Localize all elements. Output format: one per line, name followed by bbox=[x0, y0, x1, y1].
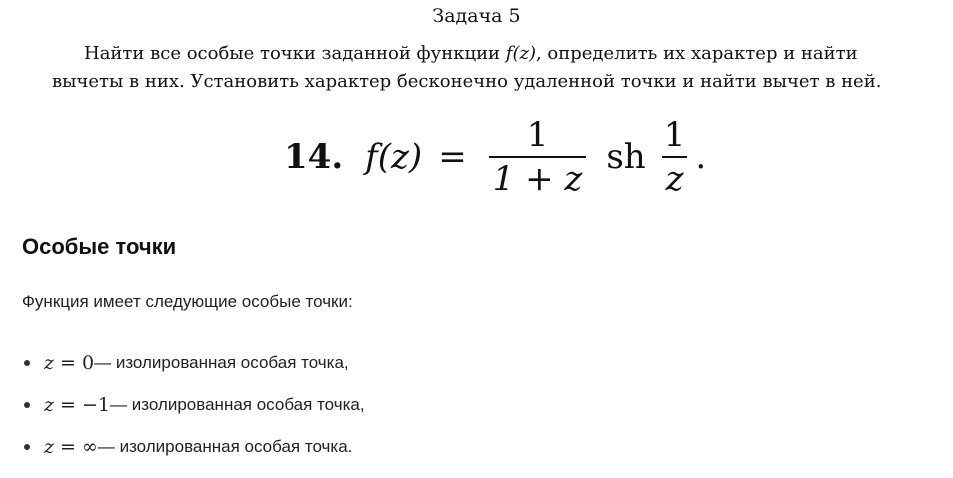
point-description: — изолированная особая точка. bbox=[97, 437, 353, 456]
problem-text-part-2: , определить их характер и найти вычеты в них. Установить характер бесконечно удаленной точки и найти вычет в ней. bbox=[52, 43, 882, 92]
formula-equals: = bbox=[438, 137, 467, 177]
function-formula bbox=[284, 112, 706, 202]
singular-points-list bbox=[22, 342, 365, 468]
hyperbolic-sine: sh bbox=[606, 137, 646, 177]
list-item bbox=[22, 342, 365, 384]
list-item bbox=[22, 426, 365, 468]
function-notation: f(z) bbox=[505, 43, 536, 64]
point-expression: z = −1 bbox=[44, 394, 111, 416]
bullet-icon bbox=[24, 444, 30, 450]
point-expression: z = 0 bbox=[44, 352, 95, 374]
point-description: — изолированная особая точка, bbox=[110, 395, 365, 414]
problem-title: Задача 5 bbox=[432, 5, 521, 27]
problem-text bbox=[52, 40, 912, 96]
fraction-denominator: z bbox=[662, 156, 688, 198]
formula-number: 14. bbox=[284, 137, 344, 177]
section-heading: Особые точки bbox=[22, 234, 177, 259]
point-expression: z = ∞ bbox=[44, 436, 98, 458]
formula-period: . bbox=[695, 137, 707, 177]
fraction-numerator: 1 bbox=[526, 115, 549, 155]
point-description: — изолированная особая точка, bbox=[94, 353, 349, 372]
fraction-one-over-z bbox=[660, 116, 690, 198]
bullet-icon bbox=[24, 360, 30, 366]
fraction-denominator: 1 + z bbox=[489, 156, 587, 198]
fraction-numerator: 1 bbox=[663, 115, 686, 155]
formula-lhs: f(z) bbox=[365, 137, 423, 177]
fraction-one-over-one-plus-z bbox=[489, 116, 587, 198]
intro-text: Функция имеет следующие особые точки: bbox=[22, 292, 353, 311]
bullet-icon bbox=[24, 402, 30, 408]
list-item bbox=[22, 384, 365, 426]
problem-text-part-1: Найти все особые точки заданной функции bbox=[84, 43, 506, 64]
